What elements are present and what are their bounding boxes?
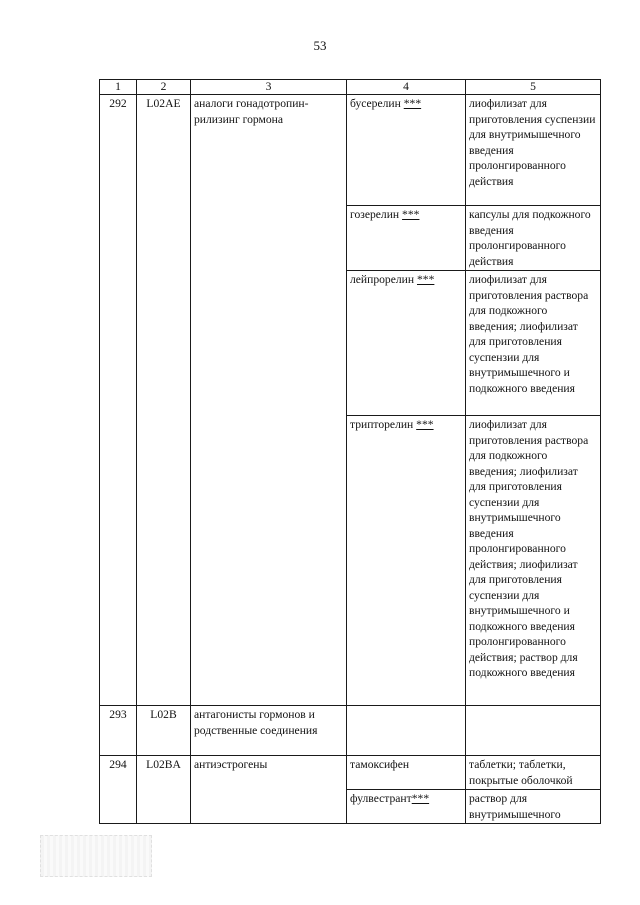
drug-mark: ***	[416, 273, 435, 286]
dosage-form: раствор для внутримышечного	[466, 790, 601, 824]
column-header: 2	[137, 80, 191, 95]
drug-list-table	[99, 79, 601, 824]
drug-name-cell	[347, 206, 466, 271]
table-row	[100, 95, 601, 206]
dosage-form: капсулы для подкожного введения пролонгированного действия	[466, 206, 601, 271]
drug-name: гозерелин	[350, 208, 400, 221]
drug-name: фулвестрант	[350, 792, 412, 805]
drug-name-cell	[347, 756, 466, 790]
drug-name-cell	[347, 416, 466, 706]
dosage-form: лиофилизат для приготовления раствора для подкожного введения; лиофилизат для приготовления суспензии для внутримышечного и подкожного введения	[466, 271, 601, 416]
dosage-form: лиофилизат для приготовления раствора для подкожного введения; лиофилизат для приготовления суспензии для внутримышечного введения пролонгированного действия; лиофилизат для приготовления суспензии для внутримышечного и подкожного введения пролонгированного действия; раствор для подкожного введения	[466, 416, 601, 706]
atc-code: L02AE	[137, 95, 191, 706]
drug-name: бусерелин	[350, 97, 401, 110]
atc-code: L02B	[137, 706, 191, 756]
drug-name-cell	[347, 706, 466, 756]
drug-mark: ***	[411, 792, 430, 805]
drug-mark: ***	[416, 418, 434, 431]
column-header: 4	[347, 80, 466, 95]
column-header: 3	[191, 80, 347, 95]
row-number: 294	[100, 756, 137, 824]
drug-mark: ***	[403, 97, 422, 110]
atc-code: L02BA	[137, 756, 191, 824]
drug-mark: ***	[402, 208, 420, 221]
drug-name-cell	[347, 95, 466, 206]
faint-stamp	[40, 835, 152, 877]
dosage-form	[466, 706, 601, 756]
dosage-form: таблетки; таблетки, покрытые оболочкой	[466, 756, 601, 790]
page-number: 53	[313, 38, 327, 53]
table-header-row	[100, 80, 601, 95]
drug-name-cell	[347, 790, 466, 824]
row-number: 293	[100, 706, 137, 756]
column-header: 5	[466, 80, 601, 95]
table-row	[100, 706, 601, 756]
group-name: антагонисты гормонов и родственные соединения	[191, 706, 347, 756]
column-header: 1	[100, 80, 137, 95]
group-name: аналоги гонадотропин-рилизинг гормона	[191, 95, 347, 706]
drug-name-cell	[347, 271, 466, 416]
drug-name: тамоксифен	[350, 758, 410, 771]
dosage-form: лиофилизат для приготовления суспензии для внутримышечного введения пролонгированного действия	[466, 95, 601, 206]
drug-name: лейпрорелин	[350, 273, 415, 286]
group-name: антиэстрогены	[191, 756, 347, 824]
table-row	[100, 756, 601, 790]
row-number: 292	[100, 95, 137, 706]
drug-name: трипторелин	[350, 418, 414, 431]
